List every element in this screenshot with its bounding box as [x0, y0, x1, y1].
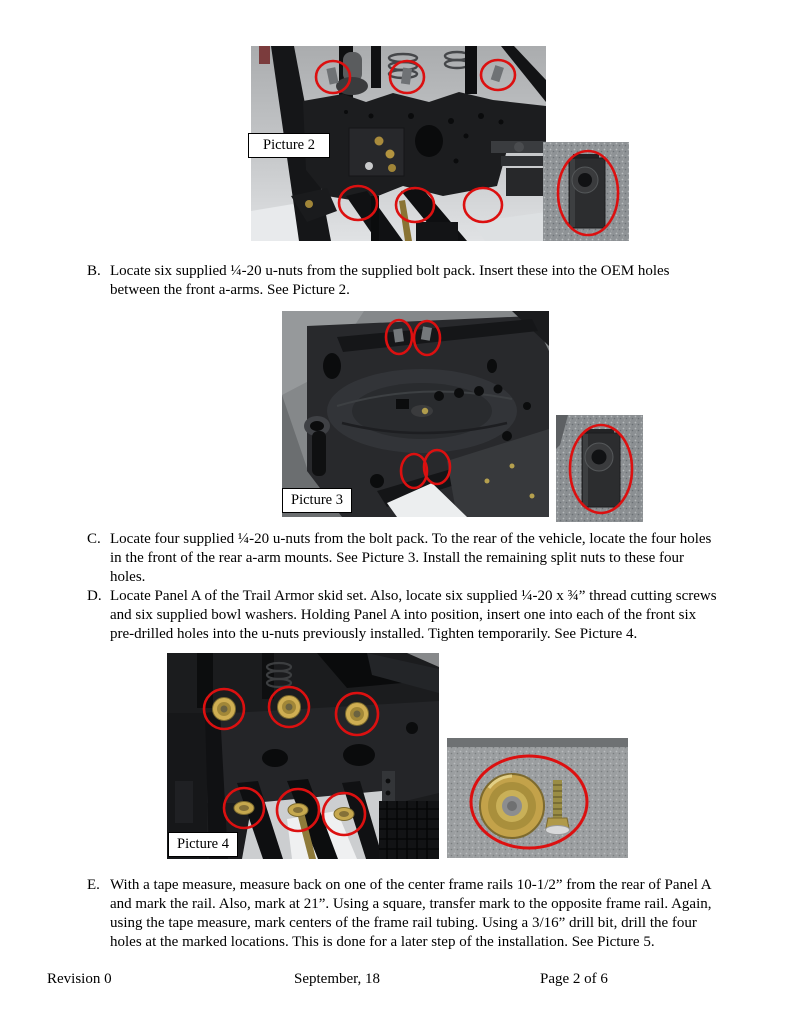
picture-4-photo — [167, 653, 439, 859]
picture-4-label-text: Picture 4 — [177, 836, 229, 852]
picture-2-label — [248, 133, 330, 158]
picture-3-inset-unut — [556, 415, 643, 522]
step-d — [87, 587, 719, 644]
step-d-letter: D. — [87, 588, 102, 604]
picture-3-label — [282, 488, 352, 513]
picture-3-label-text: Picture 3 — [291, 492, 343, 508]
footer-page-number: Page 2 of 6 — [540, 971, 608, 987]
picture-3-photo — [282, 311, 549, 517]
picture-2-label-text: Picture 2 — [263, 137, 315, 153]
footer-revision: Revision 0 — [47, 971, 112, 987]
step-c — [87, 530, 719, 587]
step-b-letter: B. — [87, 263, 101, 279]
step-e-text: With a tape measure, measure back on one of the center frame rails 10-1/2” from the rear of Panel A and mark the rail. Also, mark at 21”. Using a square, transfer mark to the opposite frame rail. Again, using the tape measure, mark centers of the frame rail tubing. Using a 3/16” drill bit, drill the four holes at the marked locations. This is done for a later step of the installation. See Picture 5. — [110, 877, 712, 950]
picture-4-label — [168, 832, 238, 857]
picture-2-inset-unut — [543, 142, 629, 241]
step-c-text: Locate four supplied ¼-20 u-nuts from the bolt pack. To the rear of the vehicle, locate the four holes in the front of the rear a-arm mounts. See Picture 3. Install the remaining split nuts to these four holes. — [110, 531, 712, 585]
step-e-letter: E. — [87, 877, 100, 893]
step-c-letter: C. — [87, 531, 101, 547]
step-e — [87, 876, 719, 952]
step-d-text: Locate Panel A of the Trail Armor skid set. Also, locate six supplied ¼-20 x ¾” thread cutting screws and six supplied bowl washers. Holding Panel A into position, insert one into each of the front six pre-drilled holes into the u-nuts previously installed. Tighten temporarily. See Picture 4. — [110, 588, 717, 642]
step-b-text: Locate six supplied ¼-20 u-nuts from the supplied bolt pack. Insert these into the OEM holes between the front a-arms. See Picture 2. — [110, 263, 670, 298]
bowl-washer — [480, 774, 544, 838]
picture-4-inset-washer-screw — [447, 738, 628, 858]
step-b — [87, 262, 719, 300]
footer-date: September, 18 — [294, 971, 381, 987]
